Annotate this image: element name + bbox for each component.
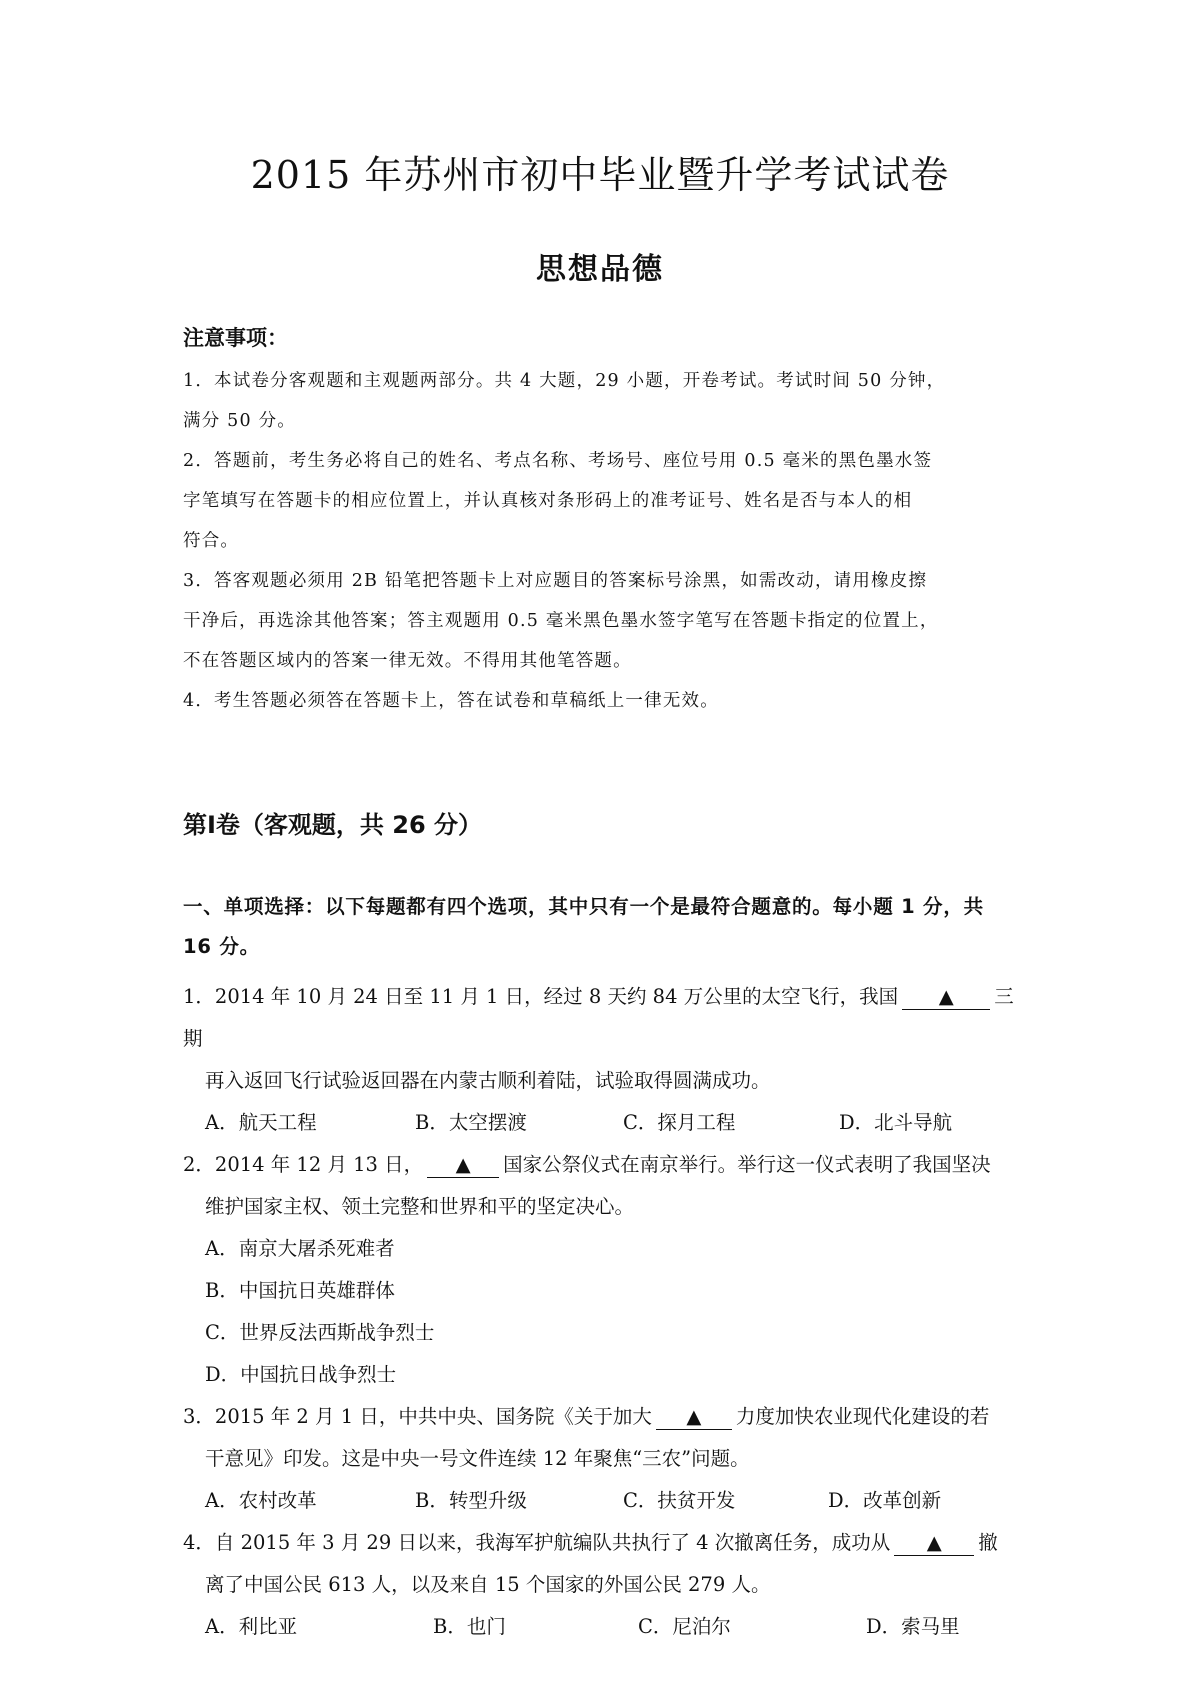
stem-text: 力度加快农业现代化建设的若 xyxy=(735,1405,990,1428)
option-b: B．太空摆渡 xyxy=(415,1111,527,1134)
option-a: A．航天工程 xyxy=(205,1111,317,1134)
subject-title: 思想品德 xyxy=(536,252,664,287)
notes-heading: 注意事项： xyxy=(183,326,288,350)
question-3 xyxy=(183,1396,1023,1522)
stem-text: 4．自 2015 年 3 月 29 日以来，我海军护航编队共执行了 4 次撤离任务，成功从 xyxy=(183,1531,891,1554)
section-heading: 第Ⅰ卷（客观题，共 26 分） xyxy=(183,811,483,839)
question-stem xyxy=(183,1144,1023,1228)
stem-text: 维护国家主权、领土完整和世界和平的坚定决心。 xyxy=(205,1195,635,1218)
option-d: D．北斗导航 xyxy=(839,1111,953,1134)
stem-text: 再入返回飞行试验返回器在内蒙古顺利着陆，试验取得圆满成功。 xyxy=(205,1069,771,1092)
stem-text: 三期 xyxy=(183,985,1014,1050)
option-a: A．利比亚 xyxy=(205,1615,298,1638)
exam-title: 2015 年苏州市初中毕业暨升学考试试卷 xyxy=(250,153,950,197)
note-line: 符合。 xyxy=(183,531,240,551)
option-c: C．尼泊尔 xyxy=(638,1615,731,1638)
part-heading xyxy=(183,887,1023,967)
part-heading-line1: 一、单项选择：以下每题都有四个选项，其中只有一个是最符合题意的。每小题 1 分，共 xyxy=(183,895,984,918)
stem-text: 离了中国公民 613 人，以及来自 15 个国家的外国公民 279 人。 xyxy=(205,1573,771,1596)
answer-blank: ▲ xyxy=(894,1531,974,1556)
option-a: A．农村改革 xyxy=(205,1489,317,1512)
part-heading-line2: 16 分。 xyxy=(183,935,260,958)
options-row xyxy=(183,1102,1023,1144)
question-stem xyxy=(183,976,1023,1102)
question-stem xyxy=(183,1396,1023,1480)
option-c: C．扶贫开发 xyxy=(623,1489,736,1512)
question-1 xyxy=(183,976,1023,1144)
note-line: 1．本试卷分客观题和主观题两部分。共 4 大题，29 小题，开卷考试。考试时间 50 分钟， xyxy=(183,371,946,391)
note-line: 4．考生答题必须答在答题卡上，答在试卷和草稿纸上一律无效。 xyxy=(183,691,719,711)
question-stem xyxy=(183,1522,1023,1606)
stem-text: 1．2014 年 10 月 24 日至 11 月 1 日，经过 8 天约 84 万公里的太空飞行，我国 xyxy=(183,985,899,1008)
note-line: 3．答客观题必须用 2B 铅笔把答题卡上对应题目的答案标号涂黑，如需改动，请用橡皮擦 xyxy=(183,571,928,591)
note-line: 字笔填写在答题卡的相应位置上，并认真核对条形码上的准考证号、姓名是否与本人的相 xyxy=(183,491,913,511)
note-line: 不在答题区域内的答案一律无效。不得用其他笔答题。 xyxy=(183,651,632,671)
option-c: C．世界反法西斯战争烈士 xyxy=(205,1321,435,1344)
options-row xyxy=(183,1480,1023,1522)
option-b: B．转型升级 xyxy=(415,1489,527,1512)
answer-blank: ▲ xyxy=(902,985,990,1010)
option-c: C．探月工程 xyxy=(623,1111,736,1134)
option-d: D．中国抗日战争烈士 xyxy=(205,1363,397,1386)
option-b: B．中国抗日英雄群体 xyxy=(205,1279,395,1302)
note-line: 干净后，再选涂其他答案；答主观题用 0.5 毫米黑色墨水签字笔写在答题卡指定的位置上， xyxy=(183,611,939,631)
option-b: B．也门 xyxy=(433,1615,506,1638)
option-d: D．索马里 xyxy=(866,1615,960,1638)
question-list xyxy=(183,976,1023,1648)
stem-text: 3．2015 年 2 月 1 日，中共中央、国务院《关于加大 xyxy=(183,1405,652,1428)
answer-blank: ▲ xyxy=(656,1405,732,1430)
stem-text: 撤 xyxy=(978,1531,998,1554)
question-4 xyxy=(183,1522,1023,1648)
note-line: 满分 50 分。 xyxy=(183,411,296,431)
note-line: 2．答题前，考生务必将自己的姓名、考点名称、考场号、座位号用 0.5 毫米的黑色墨水签 xyxy=(183,451,933,471)
stem-text: 2．2014 年 12 月 13 日， xyxy=(183,1153,424,1176)
stem-text: 国家公祭仪式在南京举行。举行这一仪式表明了我国坚决 xyxy=(503,1153,991,1176)
options-grid xyxy=(183,1228,1023,1396)
options-row xyxy=(183,1606,1023,1648)
stem-text: 干意见》印发。这是中央一号文件连续 12 年聚焦“三农”问题。 xyxy=(205,1447,750,1470)
option-a: A．南京大屠杀死难者 xyxy=(205,1237,395,1260)
answer-blank: ▲ xyxy=(427,1153,499,1178)
notes-list xyxy=(183,361,1023,721)
question-2 xyxy=(183,1144,1023,1396)
option-d: D．改革创新 xyxy=(828,1489,942,1512)
